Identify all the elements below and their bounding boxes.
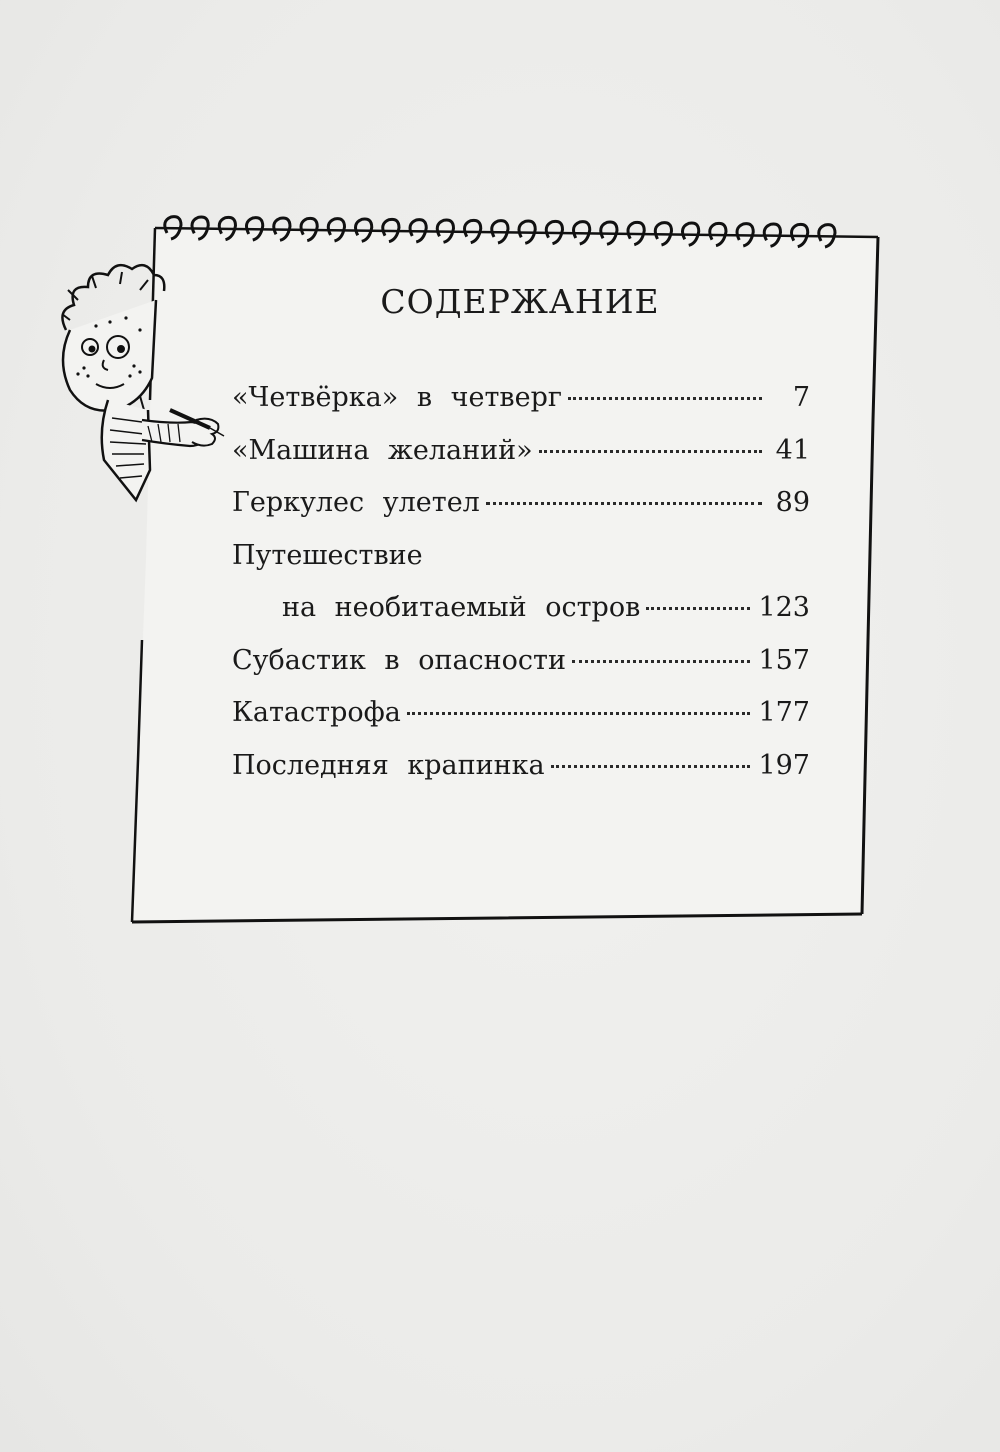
toc-dot-leader bbox=[486, 502, 762, 505]
toc-entry[interactable] bbox=[232, 748, 810, 801]
toc-entry-title: Путешествие bbox=[232, 539, 423, 571]
toc-entry[interactable] bbox=[232, 433, 810, 486]
toc-page-number: 157 bbox=[758, 644, 810, 676]
toc-entry-title: Последняя крапинка bbox=[232, 749, 545, 781]
toc-page-number: 41 bbox=[775, 434, 810, 466]
toc-dot-leader bbox=[572, 660, 750, 663]
toc-entry[interactable] bbox=[232, 590, 810, 643]
toc-entry[interactable] bbox=[232, 485, 810, 538]
toc-entry-title: Субастик в опасности bbox=[232, 644, 566, 676]
toc-page-number: 197 bbox=[758, 749, 810, 781]
toc-dot-leader bbox=[539, 450, 762, 453]
toc-entry-title: «Четвёрка» в четверг bbox=[232, 382, 562, 413]
toc-dot-leader bbox=[407, 712, 751, 715]
toc-page-number: 89 bbox=[775, 487, 810, 518]
toc-entry[interactable] bbox=[232, 380, 810, 433]
toc-page-number: 177 bbox=[758, 697, 810, 728]
toc-entry[interactable] bbox=[232, 695, 810, 748]
page-title: СОДЕРЖАНИЕ bbox=[380, 282, 660, 321]
toc-entry-title: Геркулес улетел bbox=[232, 487, 480, 518]
toc-dot-leader bbox=[551, 765, 751, 768]
toc-entry-title: «Машина желаний» bbox=[232, 434, 533, 466]
toc-entry-title: на необитаемый остров bbox=[282, 592, 641, 623]
table-of-contents bbox=[232, 380, 810, 800]
toc-entry[interactable] bbox=[232, 643, 810, 696]
toc-entry-title: Катастрофа bbox=[232, 697, 401, 728]
toc-dot-leader bbox=[646, 607, 750, 610]
toc-dot-leader bbox=[568, 397, 762, 400]
toc-entry[interactable] bbox=[232, 538, 810, 591]
toc-page-number: 7 bbox=[792, 382, 810, 413]
toc-page-number: 123 bbox=[758, 592, 810, 623]
